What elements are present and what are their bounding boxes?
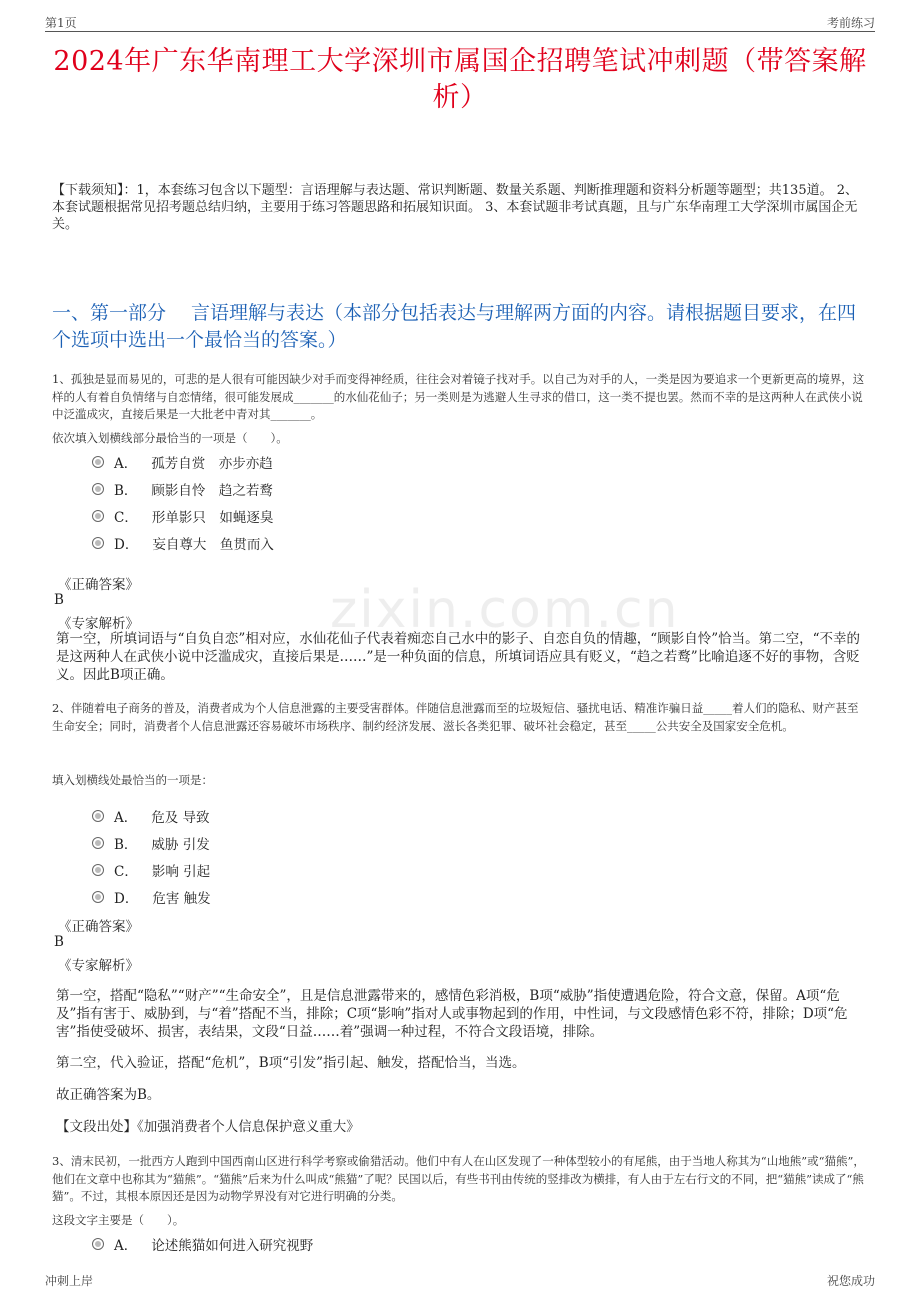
q2-analysis-2: 第二空，代入验证，搭配“危机”，B项“引发”指引起、触发，搭配恰当，当选。 (56, 1055, 526, 1071)
radio-icon[interactable] (92, 483, 104, 495)
radio-icon[interactable] (92, 837, 104, 849)
page-header (45, 12, 875, 32)
q2-analysis-label: 《专家解析》 (58, 958, 139, 974)
question-3-stem: 3、清末民初，一批西方人跑到中国西南山区进行科学考察或偷猎活动。他们中有人在山区发现了一种体型较小的有尾熊，由于当地人称其为“山地熊”或“猫熊”，他们在文章中也称其为“猫熊”。“猫熊”后来为什么叫成“熊猫”了呢？民国以后，有些书刊由传统的竖排改为横排，有人由于左右行文的不同，把“猫熊”读成了“熊猫”。不过，其根本原因还是因为动物学界没有对它进行明确的分类。 (52, 1154, 865, 1203)
question-1-stem: 1、孤独是显而易见的，可悲的是人很有可能因缺少对手而变得神经质，往往会对着镜子找对手。以自己为对手的人，一类是因为要追求一个更新更高的境界，这样的人有着自负情绪与自恋情绪，很可能发展成_______的水仙花仙子；另一类则是为逃避人生寻求的借口，这一类不提也罢。然而不幸的是这两种人在武侠小说中泛滥成灾，直接后果是一大批老中青对其_______。 (52, 372, 865, 421)
question-3-prompt: 这段文字主要是（ ）。 (52, 1213, 185, 1227)
radio-icon[interactable] (92, 1238, 104, 1250)
q1-answer-label: 《正确答案》 (58, 577, 139, 593)
q1-option-a[interactable]: A． 孤芳自赏 亦步亦趋 (92, 452, 273, 472)
question-2-prompt: 填入划横线处最恰当的一项是： (52, 773, 213, 787)
q3-option-a[interactable]: A． 论述熊猫如何进入研究视野 (92, 1234, 313, 1254)
q1-analysis-label: 《专家解析》 (58, 616, 139, 632)
q2-option-c[interactable]: C． 影响 引起 (92, 860, 210, 880)
q2-option-b[interactable]: B． 威胁 引发 (92, 833, 210, 853)
document-title: 2024年广东华南理工大学深圳市属国企招聘笔试冲刺题（带答案解析） (53, 46, 867, 113)
radio-icon[interactable] (92, 810, 104, 822)
q1-analysis: 第一空，所填词语与“自负自恋”相对应，水仙花仙子代表着痴恋自己水中的影子、自恋自负的情趣，“顾影自怜”恰当。第二空，“不幸的是这两种人在武侠小说中泛滥成灾，直接后果是……”是一种负面的信息，所填词语应具有贬义，“趋之若鹜”比喻追逐不好的事物，含贬义。因此B项正确。 (56, 631, 861, 683)
q1-option-b[interactable]: B． 顾影自怜 趋之若鹜 (92, 479, 273, 499)
page-number: 第1页 (45, 16, 77, 30)
question-2-stem: 2、伴随着电子商务的普及，消费者成为个人信息泄露的主要受害群体。伴随信息泄露而至的垃圾短信、骚扰电话、精准诈骗日益_____着人们的隐私、财产甚至生命安全；同时，消费者个人信息泄露还容易破坏市场秩序、制约经济发展、滋长各类犯罪、破坏社会稳定，甚至_____公共安全及国家安全危机。 (52, 701, 859, 733)
q2-analysis-1: 第一空，搭配“隐私”“财产”“生命安全”，且是信息泄露带来的，感情色彩消极，B项“威胁”指使遭遇危险，符合文意，保留。A项“危及”指有害于、威胁到，与“着”搭配不当，排除；C项“影响”指对人或事物起到的作用，中性词，与文段感情色彩不符，排除；D项“危害”指使受破坏、损害，表结果，文段“日益……着”强调一种过程，不符合文段语境，排除。 (56, 988, 848, 1040)
download-notice: 【下载须知】：1，本套练习包含以下题型：言语理解与表达题、常识判断题、数量关系题、判断推理题和资料分析题等题型；共135道。 2、本套试题根据常见招考题总结归纳，主要用于练习答题思路和拓展知识面。 3、本套试题非考试真题，且与广东华南理工大学深圳市属国企无关。 (52, 183, 858, 232)
q1-answer: B (54, 592, 64, 608)
radio-icon[interactable] (92, 891, 104, 903)
footer-right: 祝您成功 (826, 1274, 875, 1288)
radio-icon[interactable] (92, 537, 104, 549)
question-1-prompt: 依次填入划横线部分最恰当的一项是（ ）。 (52, 431, 288, 445)
radio-icon[interactable] (92, 510, 104, 522)
section-heading: 一、第一部分 言语理解与表达（本部分包括表达与理解两方面的内容。请根据题目要求，在四个选项中选出一个最恰当的答案。） (52, 302, 857, 351)
q2-option-a[interactable]: A． 危及 导致 (92, 806, 210, 826)
radio-icon[interactable] (92, 456, 104, 468)
q2-option-d[interactable]: D． 危害 触发 (92, 887, 211, 907)
watermark: zixin.com.cn (330, 580, 680, 640)
q1-option-c[interactable]: C． 形单影只 如蝇逐臭 (92, 506, 273, 526)
radio-icon[interactable] (92, 864, 104, 876)
q2-source: 【文段出处】《加强消费者个人信息保护意义重大》 (56, 1119, 360, 1135)
footer-left: 冲刺上岸 (45, 1274, 94, 1288)
q2-answer-label: 《正确答案》 (58, 919, 139, 935)
q2-answer: B (54, 934, 64, 950)
q2-analysis-3: 故正确答案为B。 (56, 1087, 161, 1103)
header-tag: 考前练习 (826, 16, 875, 30)
q1-option-d[interactable]: D． 妄自尊大 鱼贯而入 (92, 533, 274, 553)
